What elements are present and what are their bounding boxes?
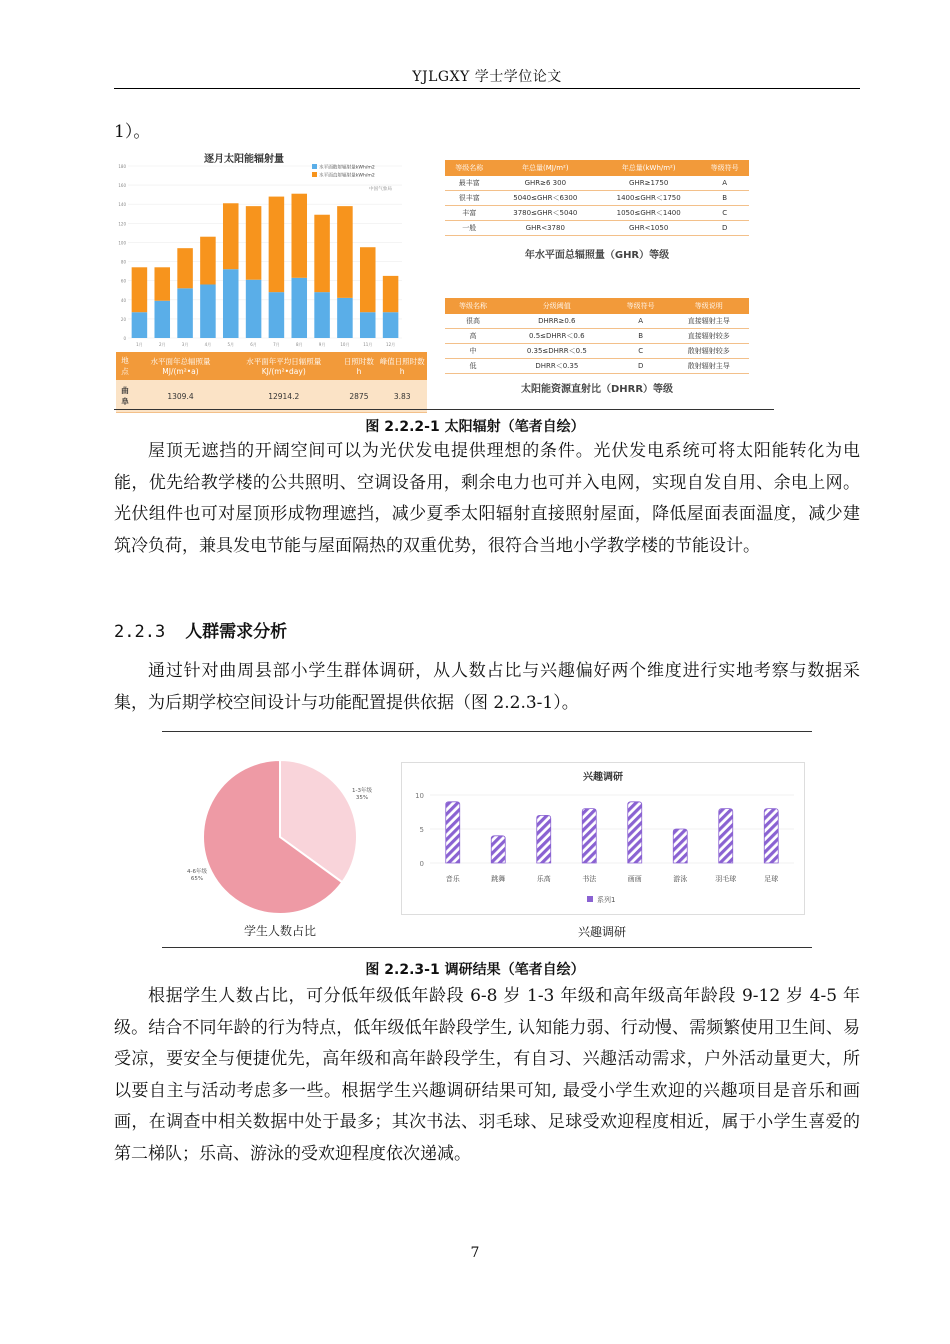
x-tick-label: 跳舞 bbox=[491, 875, 506, 883]
bar bbox=[582, 809, 596, 863]
x-tick-label: 4月 bbox=[204, 342, 212, 347]
bar-segment bbox=[132, 267, 148, 312]
ghr-header: 等级名称 bbox=[445, 160, 494, 176]
bar-segment bbox=[383, 312, 399, 338]
bar-segment bbox=[337, 206, 353, 298]
bar-segment bbox=[383, 276, 399, 312]
x-tick-label: 7月 bbox=[273, 342, 280, 347]
ghr-cell: C bbox=[700, 206, 749, 221]
y-tick-label: 80 bbox=[120, 259, 126, 265]
bar-segment bbox=[314, 292, 330, 338]
bar-segment bbox=[132, 312, 148, 338]
chart-title: 兴趣调研 bbox=[583, 772, 623, 783]
x-tick-label: 乐高 bbox=[536, 875, 551, 883]
monthly-radiation-chart bbox=[114, 150, 429, 350]
bar-segment bbox=[291, 194, 307, 278]
bar-segment bbox=[360, 312, 376, 338]
paragraph-analysis: 根据学生人数占比，可分低年级低年龄段 6-8 岁 1-3 年级和高年级高年龄段 9-12 岁 4-5 年级。结合不同年龄的行为特点，低年级低年龄段学生, 认知能力弱、行动慢、需频繁使用卫生间、易受凉，要安全与便捷优先，高年级和高年龄段学生，有自习、兴趣活动需求，户外活动量更大，所以要自主与活动考虑多一些。根据学生兴趣调研结果可知, 最受小学生欢迎的兴趣项目是音乐和画画，在调查中相关数据中处于最多；其次书法、羽毛球、足球受欢迎程度相近，属于小学生喜爱的第二梯队；乐高、游泳的受欢迎程度依次递减。 bbox=[114, 986, 860, 1164]
bar-segment bbox=[246, 280, 262, 338]
ghr-cell: 5040≤GHR＜6300 bbox=[494, 191, 597, 206]
page-number: 7 bbox=[470, 1245, 480, 1261]
y-tick-label: 100 bbox=[118, 240, 126, 246]
grade-pie-chart bbox=[162, 735, 392, 947]
pie-label-name: 4-6年级 bbox=[187, 869, 207, 875]
dhrr-cell: 高 bbox=[445, 329, 501, 344]
legend-swatch bbox=[312, 172, 317, 177]
interest-chart-label: 兴趣调研 bbox=[577, 925, 626, 939]
x-tick-label: 12月 bbox=[386, 342, 396, 347]
y-tick-label: 10 bbox=[415, 792, 424, 800]
legend-swatch bbox=[312, 164, 317, 169]
dhrr-cell: 散射辐射主导 bbox=[669, 359, 749, 374]
paragraph-survey-intro: 通过针对曲周县部小学生群体调研，从人数占比与兴趣偏好两个维度进行实地考察与数据采集，为后期学校空间设计与功能配置提供依据（图 2.2.3-1）。 bbox=[114, 661, 860, 713]
bar bbox=[491, 836, 505, 863]
ghr-cell: 1050≤GHR＜1400 bbox=[597, 206, 700, 221]
legend-label: 系列1 bbox=[597, 896, 616, 904]
y-tick-label: 0 bbox=[419, 860, 424, 868]
y-tick-label: 40 bbox=[120, 297, 126, 303]
ghr-cell: 一般 bbox=[445, 221, 494, 236]
bar bbox=[537, 815, 551, 863]
loc-header: 峰值日照时数h bbox=[377, 352, 427, 380]
ghr-table bbox=[445, 160, 749, 261]
x-tick-label: 1月 bbox=[136, 342, 143, 347]
ghr-cell: 很丰富 bbox=[445, 191, 494, 206]
x-tick-label: 11月 bbox=[363, 342, 373, 347]
ghr-cell: GHR<1050 bbox=[597, 221, 700, 236]
figure2-top-rule bbox=[162, 731, 812, 732]
dhrr-cell: 0.35≤DHRR＜0.5 bbox=[501, 344, 613, 359]
y-tick-label: 0 bbox=[123, 336, 126, 341]
loc-header: 水平面年总辐照量MJ/(m²•a) bbox=[134, 352, 227, 380]
dhrr-cell: B bbox=[613, 329, 669, 344]
interest-bar-chart bbox=[402, 763, 804, 914]
figure1-caption: 图 2.2.2-1 太阳辐射（笔者自绘） bbox=[365, 419, 585, 435]
bar bbox=[628, 802, 642, 863]
source-note: 中国气象局 bbox=[369, 187, 392, 192]
page-header: YJLGXY 学士学位论文 bbox=[412, 69, 562, 85]
x-tick-label: 游泳 bbox=[673, 875, 688, 883]
x-tick-label: 10月 bbox=[340, 342, 350, 347]
y-tick-label: 140 bbox=[118, 202, 126, 208]
legend-label: 水平面直射辐射量kWh/m2 bbox=[319, 173, 375, 179]
bar-segment bbox=[246, 206, 262, 280]
y-tick-label: 120 bbox=[118, 221, 126, 227]
loc-cell: 3.83 bbox=[377, 380, 427, 413]
y-tick-label: 5 bbox=[419, 826, 424, 834]
bar-segment bbox=[177, 248, 193, 288]
ghr-caption: 年水平面总辐照量（GHR）等级 bbox=[524, 250, 670, 261]
dhrr-table bbox=[445, 298, 749, 395]
bar-segment bbox=[154, 267, 170, 300]
bar-segment bbox=[223, 269, 239, 338]
bar bbox=[673, 829, 687, 863]
x-tick-label: 羽毛球 bbox=[715, 875, 737, 883]
monthly-radiation-svg bbox=[114, 150, 429, 350]
loc-cell: 曲阜 bbox=[116, 380, 134, 413]
section-number: 2.2.3 bbox=[114, 622, 166, 642]
figure1-rule bbox=[114, 409, 774, 410]
ghr-header: 年总量(MJ/m²) bbox=[494, 160, 597, 176]
legend-swatch bbox=[587, 896, 593, 902]
header-rule bbox=[114, 88, 860, 89]
loc-header: 水平面年平均日辐照量KJ/(m²•day) bbox=[227, 352, 341, 380]
dhrr-header: 等级说明 bbox=[669, 298, 749, 314]
ghr-header: 等级符号 bbox=[700, 160, 749, 176]
x-tick-label: 音乐 bbox=[445, 875, 460, 883]
dhrr-caption: 太阳能资源直射比（DHRR）等级 bbox=[520, 384, 674, 395]
bar-segment bbox=[177, 288, 193, 338]
pie-label-value: 35% bbox=[355, 795, 369, 801]
loc-header: 日照时数h bbox=[341, 352, 378, 380]
ghr-cell: A bbox=[700, 176, 749, 191]
ghr-cell: B bbox=[700, 191, 749, 206]
y-tick-label: 160 bbox=[118, 183, 126, 189]
bar-segment bbox=[269, 292, 285, 338]
dhrr-cell: 0.5≤DHRR＜0.6 bbox=[501, 329, 613, 344]
ghr-cell: 1400≤GHR＜1750 bbox=[597, 191, 700, 206]
ghr-cell: GHR<3780 bbox=[494, 221, 597, 236]
x-tick-label: 书法 bbox=[582, 875, 597, 883]
section-heading bbox=[114, 617, 287, 642]
y-tick-label: 20 bbox=[120, 316, 126, 322]
ghr-cell: 3780≤GHR＜5040 bbox=[494, 206, 597, 221]
x-tick-label: 画画 bbox=[627, 875, 642, 883]
bar-segment bbox=[337, 298, 353, 338]
paragraph-pv: 屋顶无遮挡的开阔空间可以为光伏发电提供理想的条件。光伏发电系统可将太阳能转化为电能，优先给教学楼的公共照明、空调设备用，剩余电力也可并入电网，实现自发自用、余电上网。光伏组件也可对屋顶形成物理遮挡，减少夏季太阳辐射直接照射屋面，降低屋面表面温度，减少建筑冷负荷，兼具发电节能与屋面隔热的双重优势，很符合当地小学教学楼的节能设计。 bbox=[114, 441, 860, 556]
ghr-cell: GHR≥6 300 bbox=[494, 176, 597, 191]
dhrr-cell: C bbox=[613, 344, 669, 359]
bar-segment bbox=[360, 247, 376, 312]
bar-segment bbox=[314, 215, 330, 292]
x-tick-label: 9月 bbox=[318, 342, 326, 347]
x-tick-label: 5月 bbox=[227, 342, 235, 347]
dhrr-cell: 直接辐射主导 bbox=[669, 314, 749, 329]
ghr-cell: 丰富 bbox=[445, 206, 494, 221]
intro-line: 1）。 bbox=[114, 122, 151, 142]
location-table bbox=[116, 352, 427, 413]
loc-header: 地点 bbox=[116, 352, 134, 380]
bar-segment bbox=[200, 284, 216, 338]
dhrr-header: 分级阈值 bbox=[501, 298, 613, 314]
x-tick-label: 8月 bbox=[295, 342, 303, 347]
dhrr-cell: DHRR＜0.35 bbox=[501, 359, 613, 374]
dhrr-cell: D bbox=[613, 359, 669, 374]
bar bbox=[764, 809, 778, 863]
bar-segment bbox=[154, 301, 170, 338]
bar bbox=[446, 802, 460, 863]
chart-title: 逐月太阳能辐射量 bbox=[204, 154, 284, 165]
x-tick-label: 6月 bbox=[250, 342, 257, 347]
loc-cell: 12914.2 bbox=[227, 380, 341, 413]
dhrr-cell: A bbox=[613, 314, 669, 329]
bar-segment bbox=[223, 203, 239, 269]
survey-figure bbox=[162, 735, 812, 947]
legend-label: 水平面散射辐射量kWh/m2 bbox=[319, 165, 375, 171]
x-tick-label: 3月 bbox=[181, 342, 189, 347]
section-title: 人群需求分析 bbox=[185, 622, 288, 642]
ghr-header: 年总量(kWh/m²) bbox=[597, 160, 700, 176]
ghr-cell: 最丰富 bbox=[445, 176, 494, 191]
x-tick-label: 足球 bbox=[764, 875, 779, 883]
pie-chart-label: 学生人数占比 bbox=[243, 924, 317, 938]
solar-figure bbox=[114, 148, 774, 410]
ghr-cell: D bbox=[700, 221, 749, 236]
bar-segment bbox=[200, 237, 216, 285]
dhrr-cell: 直接辐射较多 bbox=[669, 329, 749, 344]
bar bbox=[719, 809, 733, 863]
pie-label-name: 1-3年级 bbox=[352, 788, 372, 794]
loc-cell: 1309.4 bbox=[134, 380, 227, 413]
interest-chart-box bbox=[401, 762, 805, 915]
y-tick-label: 180 bbox=[118, 164, 126, 169]
loc-cell: 2875 bbox=[341, 380, 378, 413]
y-tick-label: 60 bbox=[120, 278, 126, 284]
ghr-cell: GHR≥1750 bbox=[597, 176, 700, 191]
x-tick-label: 2月 bbox=[158, 342, 166, 347]
dhrr-header: 等级名称 bbox=[445, 298, 501, 314]
dhrr-cell: 低 bbox=[445, 359, 501, 374]
bar-segment bbox=[291, 278, 307, 338]
dhrr-cell: DHRR≥0.6 bbox=[501, 314, 613, 329]
figure2-caption: 图 2.2.3-1 调研结果（笔者自绘） bbox=[365, 962, 585, 978]
pie-label-value: 65% bbox=[190, 876, 204, 882]
dhrr-cell: 很高 bbox=[445, 314, 501, 329]
dhrr-cell: 散射辐射较多 bbox=[669, 344, 749, 359]
dhrr-cell: 中 bbox=[445, 344, 501, 359]
bar-segment bbox=[269, 197, 285, 293]
figure2-bottom-rule bbox=[162, 947, 812, 948]
dhrr-header: 等级符号 bbox=[613, 298, 669, 314]
